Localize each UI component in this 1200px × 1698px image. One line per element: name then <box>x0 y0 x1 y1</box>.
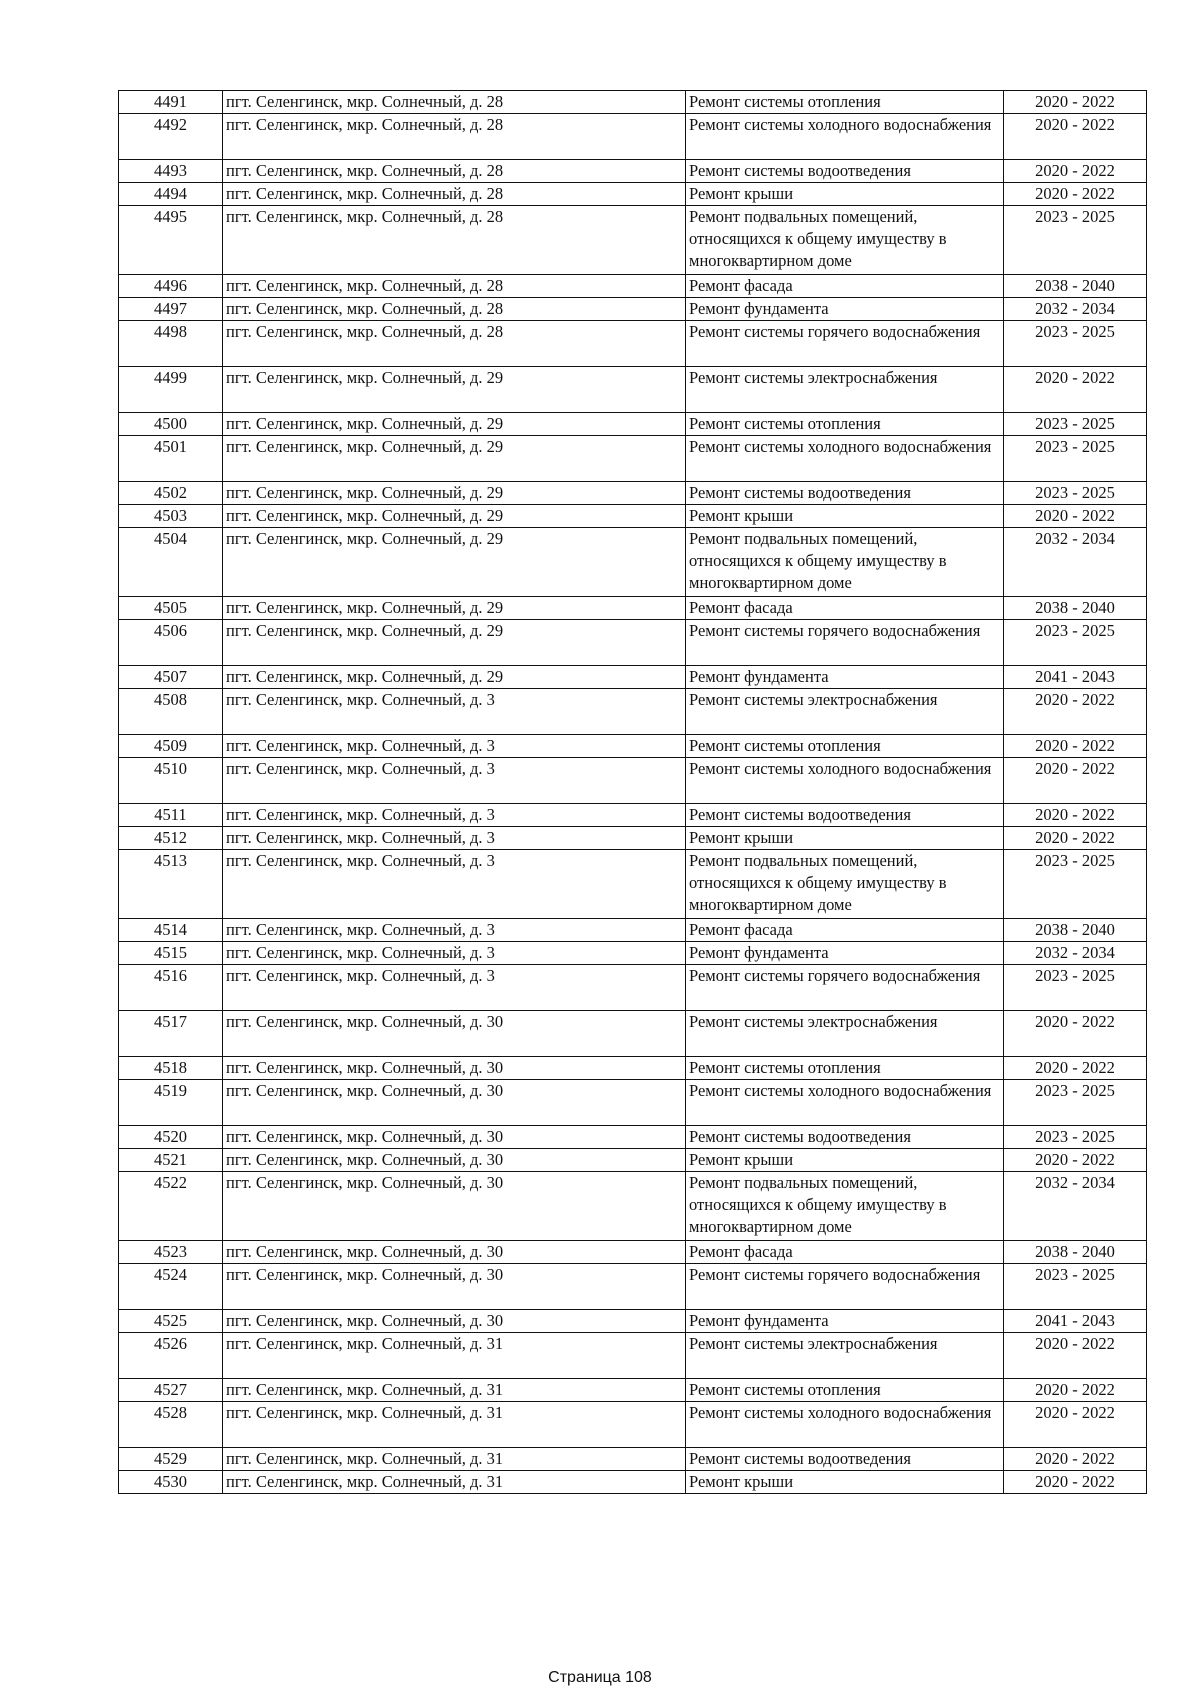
table-row <box>119 689 1147 735</box>
table-row <box>119 160 1147 183</box>
row-number: 4522 <box>119 1172 223 1241</box>
table-row <box>119 206 1147 275</box>
row-number: 4502 <box>119 482 223 505</box>
row-work-type: Ремонт системы электроснабжения <box>686 1011 1004 1057</box>
table-row <box>119 298 1147 321</box>
table-row <box>119 1080 1147 1126</box>
row-work-type: Ремонт системы электроснабжения <box>686 1333 1004 1379</box>
row-number: 4504 <box>119 528 223 597</box>
row-period: 2038 - 2040 <box>1004 597 1147 620</box>
row-period: 2023 - 2025 <box>1004 620 1147 666</box>
row-address: пгт. Селенгинск, мкр. Солнечный, д. 28 <box>223 183 686 206</box>
row-period: 2038 - 2040 <box>1004 919 1147 942</box>
row-number: 4503 <box>119 505 223 528</box>
table-row <box>119 275 1147 298</box>
row-address: пгт. Селенгинск, мкр. Солнечный, д. 28 <box>223 275 686 298</box>
table-row <box>119 666 1147 689</box>
row-address: пгт. Селенгинск, мкр. Солнечный, д. 30 <box>223 1057 686 1080</box>
row-work-type: Ремонт фасада <box>686 919 1004 942</box>
row-period: 2020 - 2022 <box>1004 735 1147 758</box>
row-number: 4501 <box>119 436 223 482</box>
row-number: 4526 <box>119 1333 223 1379</box>
row-address: пгт. Селенгинск, мкр. Солнечный, д. 3 <box>223 758 686 804</box>
row-number: 4506 <box>119 620 223 666</box>
table-row <box>119 758 1147 804</box>
row-number: 4518 <box>119 1057 223 1080</box>
row-number: 4513 <box>119 850 223 919</box>
row-number: 4505 <box>119 597 223 620</box>
table-row <box>119 1379 1147 1402</box>
row-period: 2020 - 2022 <box>1004 827 1147 850</box>
row-address: пгт. Селенгинск, мкр. Солнечный, д. 31 <box>223 1402 686 1448</box>
table-row <box>119 1172 1147 1241</box>
row-work-type: Ремонт фундамента <box>686 298 1004 321</box>
table-row <box>119 827 1147 850</box>
row-period: 2032 - 2034 <box>1004 1172 1147 1241</box>
table-row <box>119 965 1147 1011</box>
row-address: пгт. Селенгинск, мкр. Солнечный, д. 30 <box>223 1080 686 1126</box>
row-work-type: Ремонт фундамента <box>686 942 1004 965</box>
row-period: 2041 - 2043 <box>1004 666 1147 689</box>
row-number: 4520 <box>119 1126 223 1149</box>
row-number: 4496 <box>119 275 223 298</box>
page-number: Страница 108 <box>548 1669 652 1686</box>
row-number: 4492 <box>119 114 223 160</box>
row-period: 2020 - 2022 <box>1004 160 1147 183</box>
table-row <box>119 620 1147 666</box>
row-number: 4491 <box>119 91 223 114</box>
row-number: 4494 <box>119 183 223 206</box>
row-work-type: Ремонт системы холодного водоснабжения <box>686 758 1004 804</box>
row-period: 2023 - 2025 <box>1004 1080 1147 1126</box>
row-work-type: Ремонт системы водоотведения <box>686 804 1004 827</box>
table-row <box>119 1402 1147 1448</box>
table-body <box>119 91 1147 1494</box>
row-period: 2020 - 2022 <box>1004 367 1147 413</box>
row-address: пгт. Селенгинск, мкр. Солнечный, д. 29 <box>223 666 686 689</box>
row-period: 2020 - 2022 <box>1004 1379 1147 1402</box>
row-number: 4499 <box>119 367 223 413</box>
row-work-type: Ремонт подвальных помещений, относящихся к общему имуществу в многоквартирном доме <box>686 206 1004 275</box>
table-row <box>119 183 1147 206</box>
table-row <box>119 850 1147 919</box>
table-row <box>119 942 1147 965</box>
row-work-type: Ремонт системы водоотведения <box>686 482 1004 505</box>
row-address: пгт. Селенгинск, мкр. Солнечный, д. 30 <box>223 1172 686 1241</box>
row-address: пгт. Селенгинск, мкр. Солнечный, д. 29 <box>223 367 686 413</box>
table-row <box>119 1057 1147 1080</box>
row-work-type: Ремонт системы водоотведения <box>686 160 1004 183</box>
row-number: 4500 <box>119 413 223 436</box>
row-period: 2023 - 2025 <box>1004 482 1147 505</box>
table-row <box>119 1264 1147 1310</box>
row-number: 4510 <box>119 758 223 804</box>
row-work-type: Ремонт системы горячего водоснабжения <box>686 321 1004 367</box>
row-number: 4515 <box>119 942 223 965</box>
row-address: пгт. Селенгинск, мкр. Солнечный, д. 31 <box>223 1448 686 1471</box>
row-period: 2020 - 2022 <box>1004 1057 1147 1080</box>
repair-schedule-table <box>118 90 1147 1494</box>
row-number: 4524 <box>119 1264 223 1310</box>
row-address: пгт. Селенгинск, мкр. Солнечный, д. 29 <box>223 528 686 597</box>
row-work-type: Ремонт системы отопления <box>686 413 1004 436</box>
row-work-type: Ремонт системы отопления <box>686 91 1004 114</box>
row-number: 4493 <box>119 160 223 183</box>
row-work-type: Ремонт системы холодного водоснабжения <box>686 1080 1004 1126</box>
row-period: 2023 - 2025 <box>1004 206 1147 275</box>
table-row <box>119 436 1147 482</box>
table-row <box>119 1448 1147 1471</box>
row-address: пгт. Селенгинск, мкр. Солнечный, д. 28 <box>223 91 686 114</box>
row-period: 2032 - 2034 <box>1004 528 1147 597</box>
row-address: пгт. Селенгинск, мкр. Солнечный, д. 29 <box>223 436 686 482</box>
row-work-type: Ремонт системы горячего водоснабжения <box>686 965 1004 1011</box>
row-work-type: Ремонт системы электроснабжения <box>686 689 1004 735</box>
row-period: 2038 - 2040 <box>1004 1241 1147 1264</box>
row-period: 2023 - 2025 <box>1004 321 1147 367</box>
row-address: пгт. Селенгинск, мкр. Солнечный, д. 3 <box>223 735 686 758</box>
table-row <box>119 528 1147 597</box>
row-period: 2020 - 2022 <box>1004 1149 1147 1172</box>
table-row <box>119 1011 1147 1057</box>
row-period: 2020 - 2022 <box>1004 758 1147 804</box>
row-address: пгт. Селенгинск, мкр. Солнечный, д. 31 <box>223 1471 686 1494</box>
row-period: 2032 - 2034 <box>1004 942 1147 965</box>
row-work-type: Ремонт системы холодного водоснабжения <box>686 1402 1004 1448</box>
row-period: 2038 - 2040 <box>1004 275 1147 298</box>
row-period: 2020 - 2022 <box>1004 689 1147 735</box>
table-row <box>119 735 1147 758</box>
row-period: 2023 - 2025 <box>1004 1126 1147 1149</box>
row-work-type: Ремонт крыши <box>686 1149 1004 1172</box>
row-work-type: Ремонт крыши <box>686 827 1004 850</box>
row-work-type: Ремонт системы водоотведения <box>686 1126 1004 1149</box>
row-period: 2020 - 2022 <box>1004 1448 1147 1471</box>
table-row <box>119 804 1147 827</box>
row-number: 4523 <box>119 1241 223 1264</box>
row-period: 2020 - 2022 <box>1004 1471 1147 1494</box>
row-address: пгт. Селенгинск, мкр. Солнечный, д. 29 <box>223 482 686 505</box>
row-number: 4498 <box>119 321 223 367</box>
row-address: пгт. Селенгинск, мкр. Солнечный, д. 30 <box>223 1011 686 1057</box>
row-work-type: Ремонт фасада <box>686 1241 1004 1264</box>
row-number: 4525 <box>119 1310 223 1333</box>
row-number: 4514 <box>119 919 223 942</box>
row-period: 2020 - 2022 <box>1004 1333 1147 1379</box>
table-row <box>119 1241 1147 1264</box>
row-number: 4509 <box>119 735 223 758</box>
row-work-type: Ремонт системы холодного водоснабжения <box>686 436 1004 482</box>
table-row <box>119 1126 1147 1149</box>
row-address: пгт. Селенгинск, мкр. Солнечный, д. 29 <box>223 505 686 528</box>
row-address: пгт. Селенгинск, мкр. Солнечный, д. 29 <box>223 597 686 620</box>
row-address: пгт. Селенгинск, мкр. Солнечный, д. 30 <box>223 1149 686 1172</box>
row-address: пгт. Селенгинск, мкр. Солнечный, д. 28 <box>223 160 686 183</box>
table-row <box>119 413 1147 436</box>
row-address: пгт. Селенгинск, мкр. Солнечный, д. 28 <box>223 298 686 321</box>
row-period: 2020 - 2022 <box>1004 183 1147 206</box>
row-number: 4519 <box>119 1080 223 1126</box>
row-work-type: Ремонт фундамента <box>686 666 1004 689</box>
row-number: 4528 <box>119 1402 223 1448</box>
row-address: пгт. Селенгинск, мкр. Солнечный, д. 3 <box>223 919 686 942</box>
row-number: 4512 <box>119 827 223 850</box>
row-number: 4527 <box>119 1379 223 1402</box>
row-number: 4517 <box>119 1011 223 1057</box>
row-number: 4495 <box>119 206 223 275</box>
row-address: пгт. Селенгинск, мкр. Солнечный, д. 3 <box>223 689 686 735</box>
row-address: пгт. Селенгинск, мкр. Солнечный, д. 30 <box>223 1126 686 1149</box>
table-row <box>119 1310 1147 1333</box>
row-work-type: Ремонт подвальных помещений, относящихся к общему имуществу в многоквартирном доме <box>686 850 1004 919</box>
row-address: пгт. Селенгинск, мкр. Солнечный, д. 3 <box>223 804 686 827</box>
row-work-type: Ремонт системы отопления <box>686 1057 1004 1080</box>
row-address: пгт. Селенгинск, мкр. Солнечный, д. 28 <box>223 114 686 160</box>
row-period: 2041 - 2043 <box>1004 1310 1147 1333</box>
row-number: 4521 <box>119 1149 223 1172</box>
row-address: пгт. Селенгинск, мкр. Солнечный, д. 3 <box>223 827 686 850</box>
row-address: пгт. Селенгинск, мкр. Солнечный, д. 3 <box>223 942 686 965</box>
row-address: пгт. Селенгинск, мкр. Солнечный, д. 30 <box>223 1264 686 1310</box>
row-period: 2020 - 2022 <box>1004 114 1147 160</box>
row-period: 2023 - 2025 <box>1004 436 1147 482</box>
table-row <box>119 1333 1147 1379</box>
row-work-type: Ремонт системы холодного водоснабжения <box>686 114 1004 160</box>
row-number: 4529 <box>119 1448 223 1471</box>
row-work-type: Ремонт подвальных помещений, относящихся к общему имуществу в многоквартирном доме <box>686 528 1004 597</box>
row-period: 2020 - 2022 <box>1004 91 1147 114</box>
table-row <box>119 505 1147 528</box>
row-number: 4516 <box>119 965 223 1011</box>
row-period: 2020 - 2022 <box>1004 804 1147 827</box>
row-work-type: Ремонт крыши <box>686 1471 1004 1494</box>
row-work-type: Ремонт системы горячего водоснабжения <box>686 1264 1004 1310</box>
table-row <box>119 1471 1147 1494</box>
row-period: 2023 - 2025 <box>1004 965 1147 1011</box>
row-work-type: Ремонт системы электроснабжения <box>686 367 1004 413</box>
row-work-type: Ремонт системы отопления <box>686 735 1004 758</box>
row-number: 4508 <box>119 689 223 735</box>
table-row <box>119 1149 1147 1172</box>
row-work-type: Ремонт крыши <box>686 505 1004 528</box>
row-number: 4497 <box>119 298 223 321</box>
row-work-type: Ремонт фасада <box>686 275 1004 298</box>
row-address: пгт. Селенгинск, мкр. Солнечный, д. 28 <box>223 206 686 275</box>
row-address: пгт. Селенгинск, мкр. Солнечный, д. 31 <box>223 1379 686 1402</box>
table-row <box>119 321 1147 367</box>
row-address: пгт. Селенгинск, мкр. Солнечный, д. 28 <box>223 321 686 367</box>
row-address: пгт. Селенгинск, мкр. Солнечный, д. 30 <box>223 1310 686 1333</box>
row-work-type: Ремонт системы горячего водоснабжения <box>686 620 1004 666</box>
row-number: 4507 <box>119 666 223 689</box>
row-period: 2023 - 2025 <box>1004 850 1147 919</box>
table-row <box>119 482 1147 505</box>
row-address: пгт. Селенгинск, мкр. Солнечный, д. 31 <box>223 1333 686 1379</box>
row-number: 4511 <box>119 804 223 827</box>
table-row <box>119 91 1147 114</box>
row-period: 2020 - 2022 <box>1004 505 1147 528</box>
row-work-type: Ремонт системы водоотведения <box>686 1448 1004 1471</box>
row-address: пгт. Селенгинск, мкр. Солнечный, д. 29 <box>223 620 686 666</box>
row-work-type: Ремонт системы отопления <box>686 1379 1004 1402</box>
row-period: 2023 - 2025 <box>1004 413 1147 436</box>
row-work-type: Ремонт крыши <box>686 183 1004 206</box>
table-row <box>119 114 1147 160</box>
row-address: пгт. Селенгинск, мкр. Солнечный, д. 29 <box>223 413 686 436</box>
row-period: 2032 - 2034 <box>1004 298 1147 321</box>
row-period: 2020 - 2022 <box>1004 1011 1147 1057</box>
row-period: 2020 - 2022 <box>1004 1402 1147 1448</box>
row-address: пгт. Селенгинск, мкр. Солнечный, д. 3 <box>223 965 686 1011</box>
row-number: 4530 <box>119 1471 223 1494</box>
row-work-type: Ремонт фасада <box>686 597 1004 620</box>
row-address: пгт. Селенгинск, мкр. Солнечный, д. 3 <box>223 850 686 919</box>
table-row <box>119 919 1147 942</box>
table-row <box>119 367 1147 413</box>
row-period: 2023 - 2025 <box>1004 1264 1147 1310</box>
row-work-type: Ремонт подвальных помещений, относящихся к общему имуществу в многоквартирном доме <box>686 1172 1004 1241</box>
table-row <box>119 597 1147 620</box>
row-address: пгт. Селенгинск, мкр. Солнечный, д. 30 <box>223 1241 686 1264</box>
row-work-type: Ремонт фундамента <box>686 1310 1004 1333</box>
